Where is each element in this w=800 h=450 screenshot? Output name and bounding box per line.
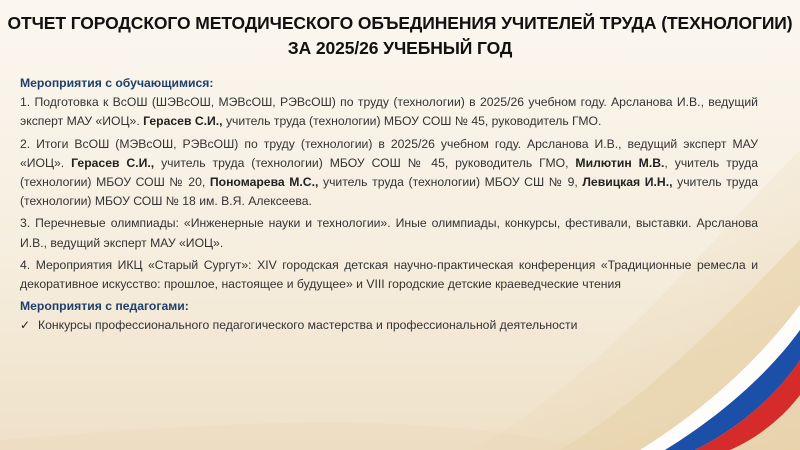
person-name: Герасев С.И., xyxy=(143,114,223,129)
text-run: учитель труда (технологии) МБОУ СШ № 9, xyxy=(318,175,583,190)
checkmark-icon: ✓ xyxy=(20,318,31,333)
text-run: 3. Перечневые олимпиады: «Инженерные науки и технологии». Иные олимпиады, конкурсы, фестивали, выставки. Арсланова И.В., ведущий эксперт МАУ «ИОЦ». xyxy=(20,216,758,250)
text-run: , учитель труда (технологии) МБОУ СОШ № 20, xyxy=(20,155,758,190)
title-line-2: ЗА 2025/26 УЧЕБНЫЙ ГОД xyxy=(287,38,513,58)
students-item-1 xyxy=(20,93,758,131)
text-run: 2. Итоги ВсОШ (МЭВсОШ, РЭВсОШ) по труду (технологии) в 2025/26 учебном году. Арсланова И.В., ведущий эксперт МАУ «ИОЦ». xyxy=(20,136,758,170)
students-item-3 xyxy=(20,214,758,252)
person-name: Герасев С.И., xyxy=(71,155,155,170)
text-run: учитель труда (технологии) МБОУ СОШ № 18 им. В.Я. Алексеева. xyxy=(20,175,759,209)
students-item-4 xyxy=(20,256,758,294)
slide-title xyxy=(0,11,800,61)
title-line-1: ОТЧЕТ ГОРОДСКОГО МЕТОДИЧЕСКОГО ОБЪЕДИНЕНИЯ УЧИТЕЛЕЙ ТРУДА (ТЕХНОЛОГИИ) xyxy=(7,13,793,33)
teachers-item-text: Конкурсы профессионального педагогического мастерства и профессиональной деятельности xyxy=(38,318,578,333)
students-section-heading: Мероприятия с обучающимися: xyxy=(20,76,214,90)
text-run: 4. Мероприятия ИКЦ «Старый Сургут»: XIV городская детская научно-практическая конференция «Традиционные ремесла и декоративное искусство: прошлое, настоящее и будущее» и VIII городские детские краеведческие чтения xyxy=(20,257,758,292)
person-name: Левицкая И.Н., xyxy=(582,175,673,190)
text-run: учитель труда (технологии) МБОУ СОШ № 45, руководитель ГМО, xyxy=(154,155,576,170)
teachers-section-heading: Мероприятия с педагогами: xyxy=(20,299,189,314)
students-item-2 xyxy=(20,135,758,212)
person-name: Пономарева М.С., xyxy=(209,175,319,190)
text-run: 1. Подготовка к ВсОШ (ШЭВсОШ, МЭВсОШ, РЭВсОШ) по труду (технологии) в 2025/26 учебном году. Арсланова И.В., ведущий эксперт МАУ «ИОЦ». xyxy=(20,95,758,129)
teachers-item-1 xyxy=(20,316,758,335)
slide-content xyxy=(20,74,758,336)
text-run: учитель труда (технологии) МБОУ СОШ № 45, руководитель ГМО. xyxy=(222,114,602,129)
person-name: Милютин М.В. xyxy=(575,155,665,170)
